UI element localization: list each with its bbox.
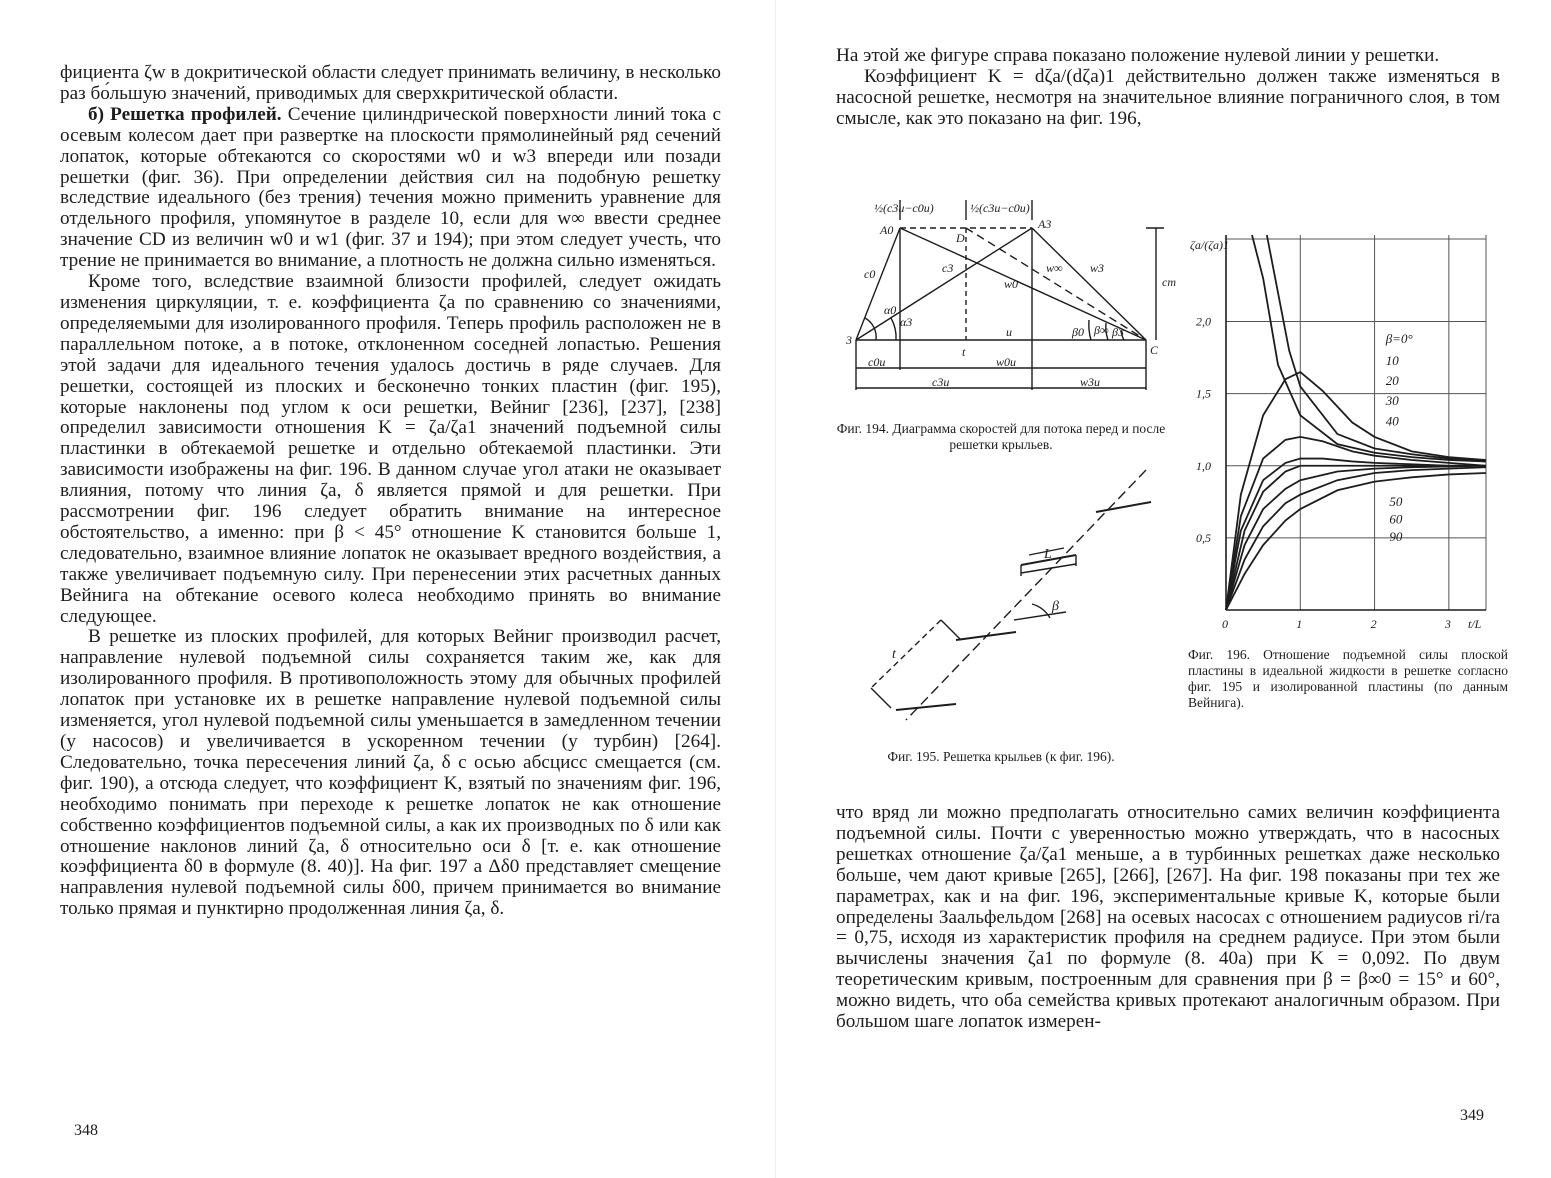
fig194-label-t: t xyxy=(962,345,966,359)
right-page-bottom-text xyxy=(836,803,1500,1033)
caption-fig-194: Фиг. 194. Диаграмма скоростей для потока перед и после решетки крыльев. xyxy=(836,421,1166,452)
left-page xyxy=(0,0,775,1178)
fig194-label-beta0: β0 xyxy=(1072,325,1084,339)
fig194-label-u: u xyxy=(1006,325,1012,339)
x-tick-label-3: 3 xyxy=(1444,617,1451,631)
fig194-label-half2: ½(c3u−c0u) xyxy=(970,201,1030,215)
y-axis-label: ζa/(ζa)1 xyxy=(1190,238,1230,252)
right-page-top-text xyxy=(836,46,1500,130)
paragraph-1: фициента ζw в докритической области следует принимать величину, в несколько раз бо́льшую значений, приводимых для сверхкритической области. xyxy=(60,62,721,104)
fig194-label-cm: cm xyxy=(1162,275,1176,289)
fig194-label-winf: w∞ xyxy=(1046,261,1063,275)
fig194-label-A3: A3 xyxy=(1038,217,1052,231)
y-tick-label-1.0: 1,0 xyxy=(1196,458,1211,473)
curve-label-2: 20 xyxy=(1385,373,1399,388)
curve-beta-4 xyxy=(1226,459,1486,610)
curve-label-3: 30 xyxy=(1385,393,1399,409)
section-heading: б) Решетка профилей. xyxy=(88,103,282,125)
fig194-label-alpha0: α0 xyxy=(884,303,897,317)
y-tick-label-1.5: 1,5 xyxy=(1196,386,1211,401)
fig194-label-c3u: c3u xyxy=(932,375,950,389)
fig195-label-L: L xyxy=(1044,547,1052,562)
fig194-label-w0u: w0u xyxy=(996,355,1017,369)
fig194-label-w3: w3 xyxy=(1090,261,1105,275)
left-page-text xyxy=(60,63,721,920)
fig194-label-c3: c3 xyxy=(942,261,954,275)
fig194-label-D: D xyxy=(956,231,965,245)
fig194-label-c0u: c0u xyxy=(868,355,886,369)
curve-label-6: 50 xyxy=(1389,494,1403,510)
fig194-label-w0: w0 xyxy=(1004,277,1019,291)
curve-label-8: 90 xyxy=(1389,528,1403,544)
figure-196-chart xyxy=(1186,225,1506,645)
paragraph-r1: На этой же фигуре справа показано положение нулевой линии у решетки. xyxy=(836,45,1440,66)
fig194-label-c0: c0 xyxy=(864,267,876,281)
fig195-label-beta: β xyxy=(1052,599,1059,614)
x-tick-label-2: 2 xyxy=(1370,617,1377,631)
curve-label-0: β=0° xyxy=(1385,331,1413,347)
fig194-label-half1: ½(c3u−c0u) xyxy=(874,201,934,215)
caption-fig-195: Фиг. 195. Решетка крыльев (к фиг. 196). xyxy=(887,749,1115,764)
curve-beta-7 xyxy=(1226,467,1486,610)
fig195-label-t: t xyxy=(892,647,896,662)
page-number-left: 348 xyxy=(74,1122,98,1139)
fig194-label-beta-inf: β∞ xyxy=(1094,323,1109,337)
curve-beta-0 xyxy=(1252,235,1486,461)
fig194-label-left-point: 3 xyxy=(846,333,852,347)
right-page xyxy=(776,0,1551,1178)
curve-label-4: 40 xyxy=(1385,413,1399,429)
fig194-label-w3u: w3u xyxy=(1080,375,1101,389)
paragraph-4: В решетке из плоских профилей, для которых Вейниг производил расчет, направление нулевой подъемной силы сохраняется таким же, как для изолированного профиля. В противоположность этому для обычных профилей лопаток при установке их в решетке направление нулевой подъемной силы изменяется, угол нулевой подъемной силы уменьшается в замедленном течении (у насосов) и увеличивается в ускоренном течении (у турбин) [264]. Следовательно, точка пересечения линий ζa, δ с осью абсцисс смещается (см. фиг. 190), а отсюда следует, что коэффициент K, взятый по значениям фиг. 196, необходимо понимать при переходе к решетке лопаток не как отношение собственно коэффициентов подъемной силы, а как их производных по δ или как отношение наклонов линий ζa, δ относительно оси δ [т. е. как отношение коэффициента δ0 в формуле (8. 40)]. На фиг. 197 а Δδ0 представляет смещение направления нулевой подъемной силы δ00, причем принимается во внимание только прямая и пунктирно продолженная линия ζa, δ. xyxy=(60,626,721,920)
paragraph-3: Кроме того, вследствие взаимной близости профилей, следует ожидать изменения циркуляции, т. е. коэффициента ζa по сравнению со значениями, определяемыми для изолированного профиля. Теперь профиль расположен не в параллельном потоке, а в потоке, отклоненном соседней лопастью. Решения этой задачи для идеального течения удалось достичь в ряде случаев. Для решетки, состоящей из плоских и бесконечно тонких пластин (фиг. 195), которые наклонены под углом к оси решетки, Вейниг [236], [237], [238] определил зависимости отношения K = ζa/ζa1 значений подъемной силы пластинки в обтекаемой решетке и отдельно обтекаемой пластинки. Эти зависимости изображены на фиг. 196. В данном случае угол атаки не оказывает влияния, потому что линия ζa, δ является прямой и для решетки. При рассмотрении фиг. 196 следует обратить внимание на интересное обстоятельство, а именно: при β < 45° отношение K становится больше 1, следовательно, взаимное влияние лопаток не оказывает вредного воздействия, а также увеличивает подъемную силу. При перенесении этих расчетных данных Вейнига на обтекание осевого колеса необходимо принять во внимание следующее. xyxy=(60,271,721,627)
x-tick-label-0: 0 xyxy=(1222,617,1228,631)
x-axis-label: t/L xyxy=(1468,617,1482,631)
x-tick-label-1: 1 xyxy=(1296,617,1303,631)
page-number-right: 349 xyxy=(1460,1107,1484,1124)
curve-beta-8 xyxy=(1226,473,1486,610)
figure-195-cascade xyxy=(866,470,1166,740)
y-tick-label-0.5: 0,5 xyxy=(1196,530,1211,545)
curve-label-1: 10 xyxy=(1385,352,1399,368)
caption-fig-196: Фиг. 196. Отношение подъемной силы плоской пластины в идеальной жидкости в решетке согласно фиг. 195 и изолированной пластины (по данным Вейнига). xyxy=(1188,647,1508,710)
paragraph-r2: Коэффициент K = dζa/(dζa)1 действительно должен также изменяться в насосной решетке, несмотря на значительное влияние пограничного слоя, в том смысле, как это показано на фиг. 196, xyxy=(836,65,1500,129)
fig194-label-C: C xyxy=(1150,343,1159,357)
fig194-label-alpha3: α3 xyxy=(900,315,913,329)
fig194-label-beta3: β3 xyxy=(1112,325,1124,339)
curve-label-7: 60 xyxy=(1389,511,1403,527)
figure-194-velocity-diagram xyxy=(846,190,1186,410)
curve-beta-1 xyxy=(1267,235,1486,461)
fig194-label-A0: A0 xyxy=(880,223,894,237)
y-tick-label-2.0: 2,0 xyxy=(1196,314,1211,329)
paragraph-r3: что вряд ли можно предполагать относительно самих величин коэффициента подъемной силы. Почти с уверенностью можно утверждать, что в насосных решетках отношение ζa/ζa1 меньше, а в турбинных решетках даже несколько больше, чем дают кривые [265], [266], [267]. На фиг. 198 показаны при тех же параметрах, как и на фиг. 196, экспериментальные кривые K, которые были определены Заальфельдом [268] на осевых насосах с отношением радиусов ri/ra = 0,75, исходя из характеристик профиля на среднем радиусе. При этом были вычислены значения ζa1 по формуле (8. 40a) при K = 0,092. По двум теоретическим кривым, построенным для сравнения при β = β∞0 = 15° и 60°, можно видеть, что оба семейства кривых протекают аналогичным образом. При большом шаге лопаток измерен- xyxy=(836,802,1500,1033)
paragraph-2: б) Решетка профилей. Сечение цилиндрической поверхности линий тока с осевым колесом дает при развертке на плоскости прямолинейный ряд сечений лопаток, которые обтекаются со скоростями w0 и w3 впереди или позади решетки (фиг. 36). При определении действия сил на подобную решетку вследствие идеального (без трения) течения можно применить уравнение для отдельного профиля, упомянутое в разделе 10, если для w∞ ввести среднее значение CD из величин w0 и w1 (фиг. 37 и 194); при этом следует учесть, что трение не принимается во внимание, а плотность не должна сильно изменяться. xyxy=(60,103,721,272)
